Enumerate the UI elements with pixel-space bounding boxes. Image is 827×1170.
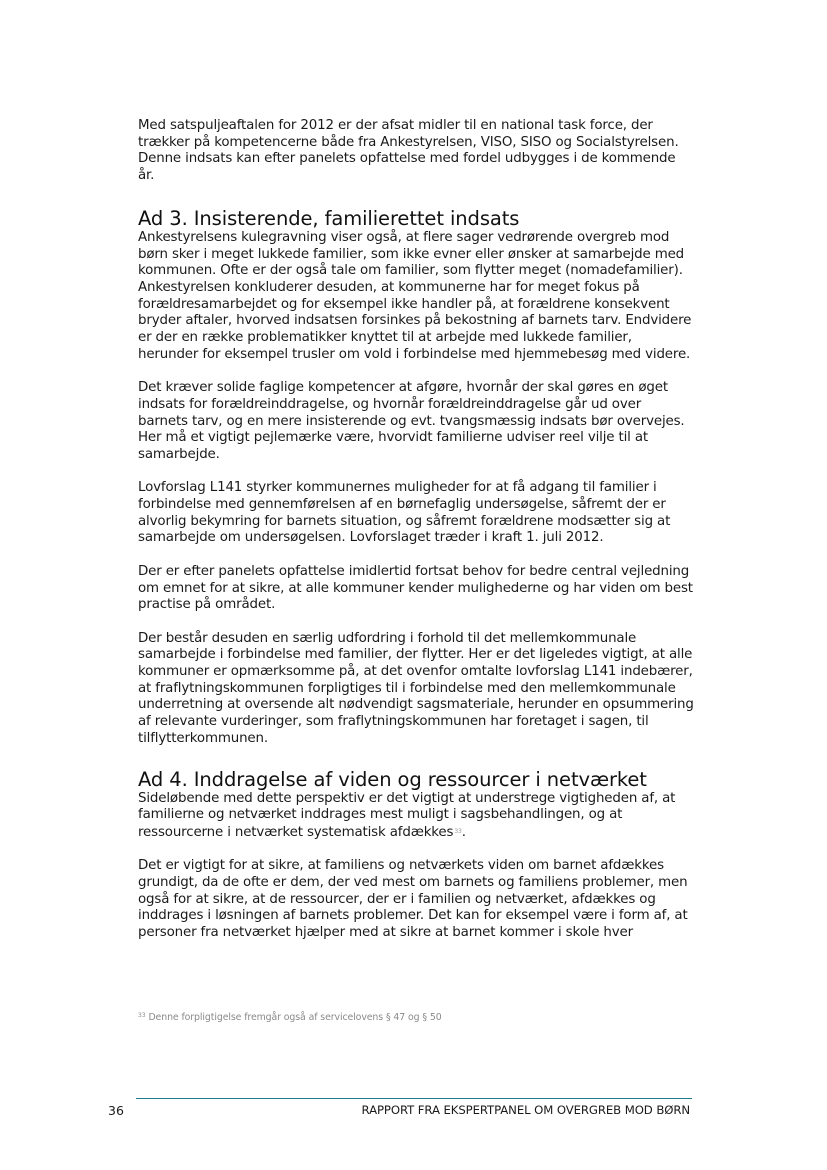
section-4-paragraph-1-end: . [461, 824, 466, 840]
footnote-number: 33 [138, 1012, 146, 1019]
section-3-paragraph-1: Ankestyrelsens kulegravning viser også, at flere sager vedrørende overgreb mod børn sker i meget lukkede familier, som ikke evner eller ønsker at samarbejde med kommunen. Ofte er der også tale om familier, som flytter meget (nomadefamilier). Ankestyrelsen konkluderer desuden, at kommunerne har for meget fokus på forældresamarbejdet og for eksempel ikke handler på, at forældrene konsekvent bryder aftaler, hvorved indsatsen forsinkes på bekostning af barnets tarv. Endvidere er der en række problematikker knyttet til at arbejde med lukkede familier, herunder for eksempel trusler om vold i forbindelse med hjemmebesøg med videre. [138, 229, 692, 362]
section-4-paragraph-2: Det er vigtigt for at sikre, at familiens og netværkets viden om barnet afdækkes grundigt, da de ofte er dem, der ved mest om barnets og familiens problemer, men også for at sikre, at de ressourcer, der er i familien og netværket, afdækkes og inddrages i løsningen af barnets problemer. Det kan for eksempel være i form af, at personer fra netværket hjælper med at sikre at barnet kommer i skole hver [138, 858, 688, 941]
section-3-paragraph-4: Der er efter panelets opfattelse imidlertid fortsat behov for bedre central vejledning om emnet for at sikre, at alle kommuner kender mulighederne og har viden om best practise på området. [138, 563, 693, 613]
running-title: RAPPORT FRA EKSPERTPANEL OM OVERGREB MOD BØRN [361, 1103, 690, 1117]
section-4-paragraph-1 [138, 791, 694, 842]
section-4-heading: Ad 4. Inddragelse af viden og ressourcer i netværket [138, 767, 647, 791]
section-3-heading: Ad 3. Insisterende, familierettet indsats [138, 206, 520, 230]
intro-paragraph: Med satspuljeaftalen for 2012 er der afsat midler til en national task force, der trækker på kompetencerne både fra Ankestyrelsen, VISO, SISO og Socialstyrelsen. Denne indsats kan efter panelets opfattelse med fordel udbygges i de kommende år. [138, 118, 679, 184]
section-3-paragraph-2: Det kræver solide faglige kompetencer at afgøre, hvornår der skal gøres en øget indsats for forældreinddragelse, og hvornår forældreinddragelse går ud over barnets tarv, og en mere insisterende og evt. tvangsmæssig indsats bør overvejes. Her må et vigtigt pejlemærke være, hvorvidt familierne udviser reel vilje til at samarbejde. [138, 380, 685, 462]
footer-divider [136, 1098, 692, 1099]
footnote-reference[interactable]: 33 [454, 827, 462, 835]
footnote [138, 1012, 442, 1023]
section-3-paragraph-5: Der består desuden en særlig udfordring i forhold til det mellemkommunale samarbejde i forbindelse med familier, der flytter. Her er det ligeledes vigtigt, at alle kommuner er opmærksomme på, at det ovenfor omtalte lovforslag L141 indebærer, at fraflytningskommunen forpligtiges til i forbindelse med den mellemkommunale underretning at oversende alt nødvendigt sagsmateriale, herunder en opsummering af relevante vurderinger, som fraflytningskommunen har foretaget i sagen, til tilflytterkommunen. [138, 630, 694, 746]
footnote-text: Denne forpligtigelse fremgår også af servicelovens § 47 og § 50 [148, 1012, 442, 1023]
main-content [138, 118, 694, 942]
section-4-paragraph-1-text: Sideløbende med dette perspektiv er det vigtigt at understrege vigtigheden af, at familierne og netværket inddrages mest muligt i sagsbehandlingen, og at ressourcerne i netværket systematisk afdækkes [138, 790, 676, 840]
section-3-paragraph-3: Lovforslag L141 styrker kommunernes muligheder for at få adgang til familier i forbindelse med gennemførelsen af en børnefaglig undersøgelse, såfremt der er alvorlig bekymring for barnets situation, og såfremt forældrene modsætter sig at samarbejde om undersøgelsen. Lovforslaget træder i kraft 1. juli 2012. [138, 480, 671, 546]
page-number: 36 [108, 1103, 124, 1118]
